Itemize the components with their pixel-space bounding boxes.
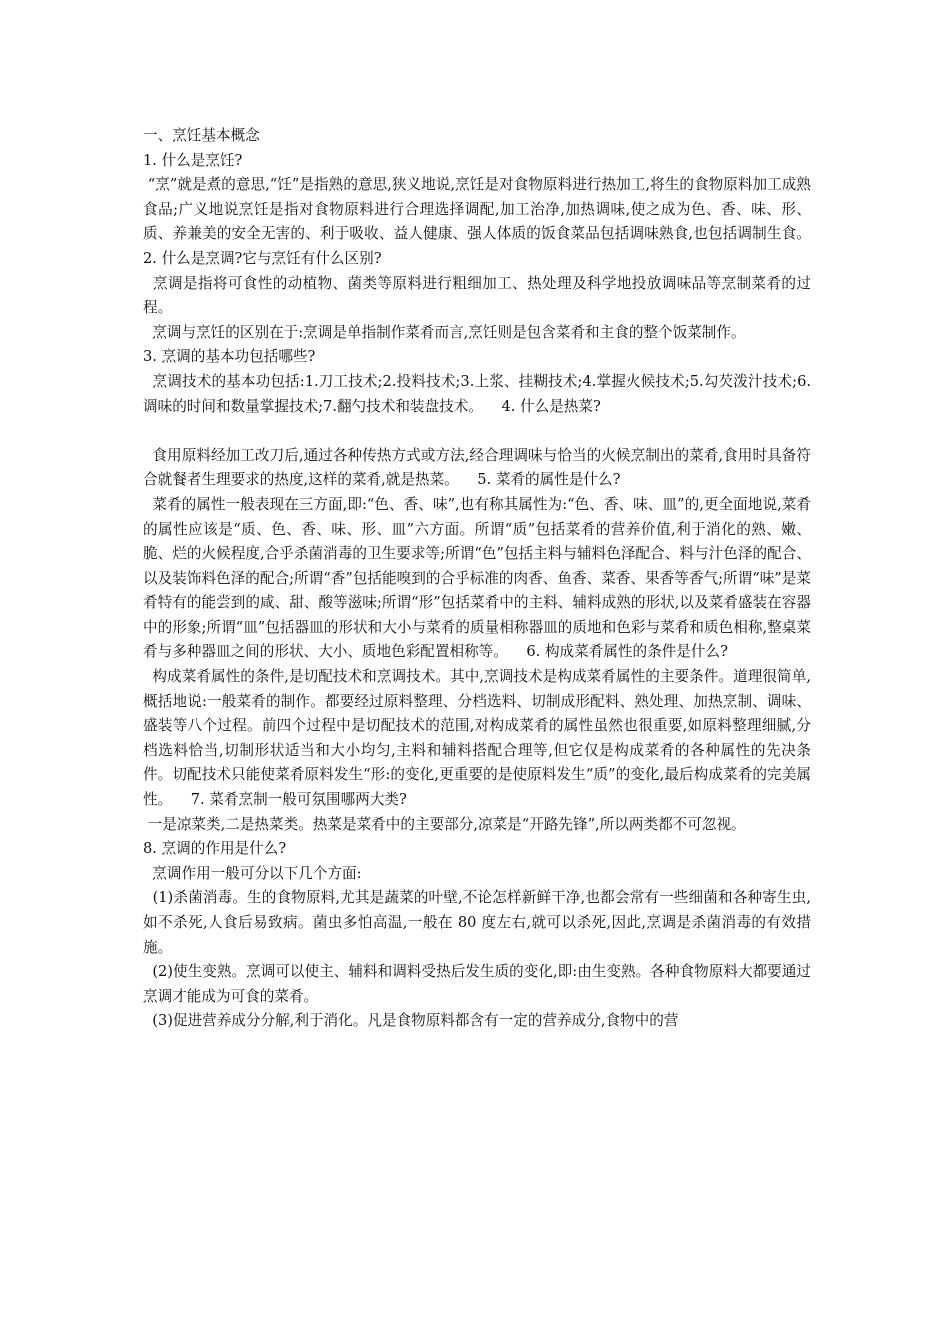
document-body [143, 124, 830, 1034]
blank-line [143, 419, 811, 444]
question-heading: 8. 烹调的作用是什么? [143, 840, 287, 858]
question-heading: 1. 什么是烹饪? [143, 151, 243, 169]
question-heading: 3. 烹调的基本功包括哪些? [143, 348, 316, 366]
section-heading: 一、烹饪基本概念 [143, 127, 260, 144]
body-paragraph: 构成菜肴属性的条件,是切配技术和烹调技术。其中,烹调技术是构成菜肴属性的主要条件。道理很简单,概括地说:一般菜肴的制作。都要经过原料整理、分档选料、切制成形配料、熟处理、加热烹制、调味、盛装等八个过程。前四个过程中是切配技术的范围,对构成菜肴的属性虽然也很重要,如原料整理细腻,分档选料恰当,切制形状适当和大小均匀,主料和辅料搭配合理等,但它仅是构成菜肴的各种属性的先决条件。切配技术只能使菜肴原料发生“形:的变化,更重要的是使原料发生“质”的变化,最后构成菜肴的完美属性。 7. 菜肴烹制一般可氛围哪两大类? [143, 668, 811, 809]
body-paragraph: 烹调作用一般可分以下几个方面: [143, 864, 362, 882]
list-item-paragraph: (1)杀菌消毒。生的食物原料,尤其是蔬菜的叶壁,不论怎样新鲜干净,也都会常有一些细菌和各种寄生虫,如不杀死,人食后易致病。菌虫多怕高温,一般在 80 度左右,就可以杀死,因此,烹调是杀菌消毒的有效措施。 [143, 889, 812, 956]
body-paragraph: 烹调与烹饪的区别在于:烹调是单指制作菜肴而言,烹饪则是包含菜肴和主食的整个饭菜制作。 [143, 323, 746, 341]
body-paragraph: 一是凉菜类,二是热菜类。热菜是菜肴中的主要部分,凉菜是“开路先锋”,所以两类都不可忽视。 [143, 815, 746, 833]
body-paragraph: 烹调是指将可食性的动植物、菌类等原料进行粗细加工、热处理及科学地投放调味品等烹制菜肴的过程。 [143, 274, 811, 317]
body-paragraph: “烹”就是煮的意思,“饪”是指熟的意思,狭义地说,烹饪是对食物原料进行热加工,将生的食物原料加工成熟食品;广义地说烹饪是指对食物原料进行合理选择调配,加工治净,加热调味,使之成为色、香、味、形、质、养兼美的安全无害的、利于吸收、益人健康、强人体质的饭食菜品包括调味熟食,也包括调制生食。 2. 什么是烹调?它与烹饪有什么区别? [143, 176, 830, 267]
list-item-paragraph: (3)促进营养成分分解,利于消化。凡是食物原料都含有一定的营养成分,食物中的营 [143, 1012, 679, 1030]
body-paragraph: 食用原料经加工改刀后,通过各种传热方式或方法,经合理调味与恰当的火候烹制出的菜肴,食用时具备符合就餐者生理要求的热度,这样的菜肴,就是热菜。 5. 菜肴的属性是什么? [143, 446, 811, 489]
list-item-paragraph: (2)使生变熟。烹调可以使主、辅料和调料受热后发生质的变化,即:由生变熟。各种食物原料大都要通过烹调才能成为可食的菜肴。 [143, 963, 812, 1005]
body-paragraph: 菜肴的属性一般表现在三方面,即:“色、香、味”,也有称其属性为:“色、香、味、皿”的,更全面地说,菜肴的属性应该是“质、色、香、味、形、皿”六方面。所谓“质”包括菜肴的营养价值,利于消化的熟、嫩、脆、烂的火候程度,合乎杀菌消毒的卫生要求等;所谓“色”包括主料与辅料色泽配合、料与汁色泽的配合、以及装饰料色泽的配合;所谓“香”包括能嗅到的合乎标准的肉香、鱼香、菜香、果香等香气;所谓“味”是菜肴特有的能尝到的咸、甜、酸等滋味;所谓“形”包括菜肴中的主料、辅料成熟的形状,以及菜肴盛装在容器中的形象;所谓“皿”包括器皿的形状和大小与菜肴的质量相称器皿的质地和色彩与菜肴和质色相称,整桌菜肴与多种器皿之间的形状、大小、质地色彩配置相称等。 6. 构成菜肴属性的条件是什么? [143, 495, 811, 661]
body-paragraph: 烹调技术的基本功包括:1.刀工技术;2.投料技术;3.上浆、挂糊技术;4.掌握火候技术;5.勾芡泼汁技术;6.调味的时间和数量掌握技术;7.翻勺技术和装盘技术。 4. 什么是热菜? [143, 372, 811, 415]
